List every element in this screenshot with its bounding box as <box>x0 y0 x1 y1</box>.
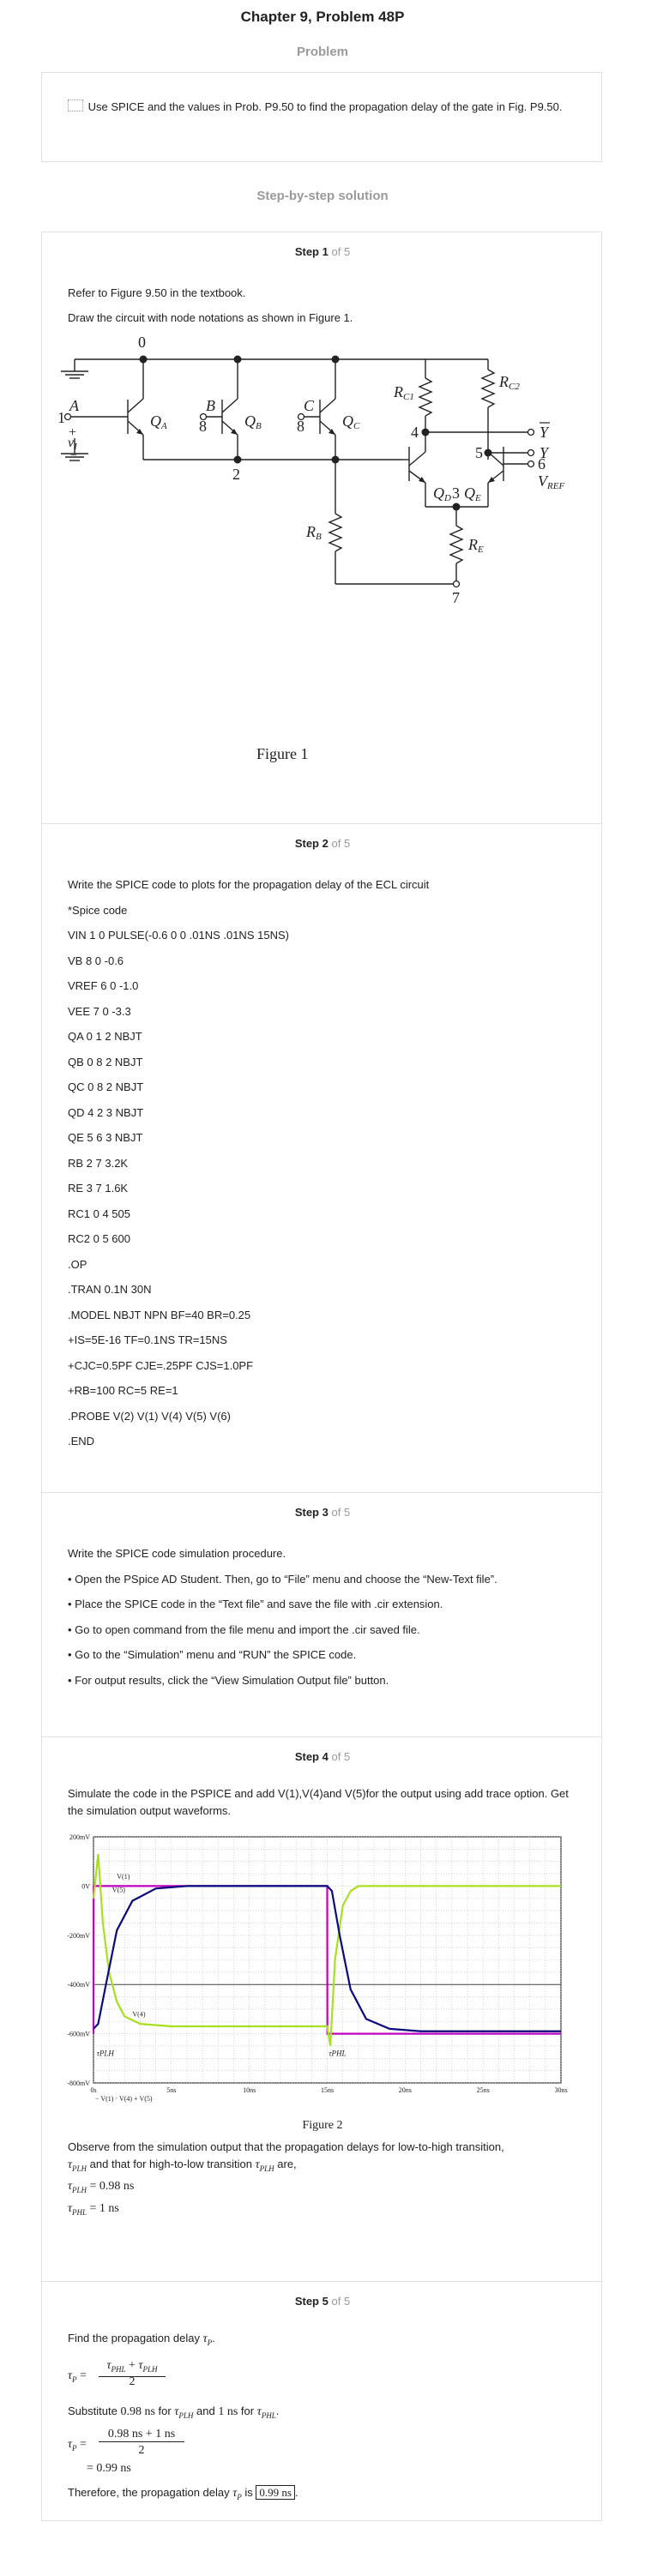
eq-tau-plh: $\tau_{PLH} = 0.98$ ns <box>68 2180 135 2194</box>
problem-statement: Use SPICE and the values in Prob. P9.50 to find the propagation delay of the gate in Fig. P9.50. <box>87 100 563 113</box>
step-4-intro: Simulate the code in the PSPICE and add V(1),V(4)and V(5)for the output using add trace option. Get the simulation output waveforms. <box>68 1787 569 1817</box>
step-1-card <box>41 232 602 823</box>
spice-code-line: QE 5 6 3 NBJT <box>68 1131 143 1144</box>
step-word: Step <box>294 837 319 850</box>
node-2-label: 2 <box>232 466 240 483</box>
tau-phl-annotation: τPHL <box>329 2049 347 2058</box>
spice-code-line: .MODEL NBJT NPN BF=40 BR=0.25 <box>68 1308 251 1321</box>
spice-code-line: QA 0 1 2 NBJT <box>68 1030 142 1043</box>
qd-label: QD <box>433 485 451 503</box>
step-of: of 5 <box>331 837 351 850</box>
step-word: Step <box>294 2295 319 2308</box>
rc2-label: RC2 <box>499 373 520 392</box>
spice-code-line: QB 0 8 2 NBJT <box>68 1055 143 1068</box>
node-4-label: 4 <box>411 424 419 441</box>
step-5-card: Step 5 of 5 Find the propagation delay $\tau_P$. $\tau_P$ = $\tau_{PHL} + \tau_{PLH}$ 2 Substitute 0.98 ns for $\tau_{PLH}$ and 1 ns for $\tau_{PHL}$. $\tau_P$ = 0.98 ns + 1 ns 2 = 0.99 ns Therefore, the propagation delay $\tau_P$ is 0.99 ns . <box>41 2281 602 2521</box>
page-title: Chapter 9, Problem 48P <box>240 9 405 25</box>
node-6-label: 6 <box>538 455 546 472</box>
y-tick-label: -400mV <box>67 1981 90 1989</box>
vref-label: VREF <box>538 472 565 491</box>
broken-image-icon <box>68 99 83 111</box>
x-tick-label: 20ns <box>398 2086 412 2094</box>
spice-code-line: VIN 1 0 PULSE(-0.6 0 0 .01NS .01NS 15NS) <box>68 929 289 942</box>
vi-plus: + <box>68 425 77 440</box>
y-tick-label: 200mV <box>69 1833 90 1841</box>
step-of: of 5 <box>331 2295 351 2308</box>
final-answer-box: 0.99 ns <box>256 2485 295 2500</box>
qa-label: QA <box>150 412 167 431</box>
figure-2-caption: Figure 2 <box>302 2119 343 2132</box>
qb-label: QB <box>244 412 262 431</box>
step-2-card <box>41 823 602 1492</box>
step-word: Step <box>294 1506 319 1519</box>
simulation-waveform-chart <box>55 1830 570 2104</box>
step-3-heading <box>42 1506 603 1519</box>
step-word: Step <box>294 1750 319 1763</box>
step-5-find: Find the propagation delay $\tau_P$. <box>68 2332 215 2347</box>
problem-text <box>68 98 582 116</box>
spice-code-line: Write the SPICE code to plots for the propagation delay of the ECL circuit <box>68 878 430 891</box>
step-1-line-2: Draw the circuit with node notations as shown in Figure 1. <box>68 311 353 324</box>
y-tick-label: 0V <box>81 1882 90 1891</box>
spice-code-line: +CJC=0.5PF CJE=.25PF CJS=1.0PF <box>68 1358 254 1372</box>
step-word: Step <box>294 245 319 258</box>
procedure-line: Write the SPICE code simulation procedure. <box>68 1547 286 1560</box>
input-b-label: B <box>206 397 215 414</box>
node-3-label: 3 <box>452 485 460 502</box>
node-5-label: 5 <box>475 444 483 461</box>
x-tick-label: 0s <box>90 2086 97 2094</box>
spice-code-line: +IS=5E-16 TF=0.1NS TR=15NS <box>68 1333 227 1346</box>
y-tick-label: -800mV <box>67 2079 90 2087</box>
spice-code-line: .TRAN 0.1N 30N <box>68 1283 152 1296</box>
step-of: of 5 <box>331 245 351 258</box>
problem-card <box>41 72 602 162</box>
step-2-heading <box>42 837 603 850</box>
rb-label: RB <box>306 523 322 542</box>
spice-code-line: .OP <box>68 1257 87 1271</box>
node-8b-label: 8 <box>297 418 304 435</box>
step-number: 3 <box>322 1506 329 1519</box>
step-number: 2 <box>322 837 329 850</box>
step-4-observe-2: $\tau_{PLH}$ and that for high-to-low transition $\tau_{PLH}$ are, <box>68 2158 297 2173</box>
problem-label: Problem <box>296 45 348 59</box>
spice-code-line: RC1 0 4 505 <box>68 1207 130 1220</box>
step-5-substitute: Substitute 0.98 ns for $\tau_{PLH}$ and 1 ns for $\tau_{PHL}$. <box>68 2404 280 2420</box>
spice-code-line: +RB=100 RC=5 RE=1 <box>68 1384 178 1397</box>
qe-label: QE <box>464 485 481 503</box>
x-tick-label: 10ns <box>243 2086 256 2094</box>
figure-1-caption: Figure 1 <box>256 745 309 762</box>
node-7-label: 7 <box>452 589 460 606</box>
step-5-therefore: Therefore, the propagation delay $\tau_P$ is 0.99 ns . <box>68 2486 298 2501</box>
re-label: RE <box>468 536 484 555</box>
tau-plh-symbol: $\tau_{PLH}$ <box>68 2158 87 2173</box>
node-8a-label: 8 <box>199 418 207 435</box>
x-tick-label: 5ns <box>166 2086 177 2094</box>
procedure-line: • Open the PSpice AD Student. Then, go to “File” menu and choose the “New-Text file”. <box>68 1572 497 1586</box>
procedure-line: • Place the SPICE code in the “Text file” and save the file with .cir extension. <box>68 1598 443 1610</box>
y-tick-label: -200mV <box>67 1931 90 1940</box>
procedure-line: • For output results, click the “View Simulation Output file” button. <box>68 1673 389 1687</box>
trace-annotation: V(4) <box>132 2010 146 2019</box>
x-tick-label: 30ns <box>554 2086 568 2094</box>
node-1-label: 1 <box>57 409 65 426</box>
trace-annotation: V(5) <box>112 1886 125 1894</box>
spice-code-line: VB 8 0 -0.6 <box>68 954 124 967</box>
spice-code-line: QC 0 8 2 NBJT <box>68 1080 144 1093</box>
y-tick-label: -600mV <box>67 2030 90 2038</box>
node-0-label: 0 <box>138 334 146 351</box>
step-of: of 5 <box>331 1506 351 1519</box>
step-of: of 5 <box>331 1750 351 1763</box>
input-a-label: A <box>69 397 79 414</box>
spice-code-line: RE 3 7 1.6K <box>68 1182 129 1195</box>
step-1-line-1: Refer to Figure 9.50 in the textbook. <box>68 286 246 299</box>
x-tick-label: 15ns <box>320 2086 335 2094</box>
procedure-line: • Go to open command from the file menu and import the .cir saved file. <box>68 1622 420 1636</box>
ybar-label: Y <box>540 424 549 441</box>
solution-label: Step-by-step solution <box>256 189 389 203</box>
spice-code-line: RC2 0 5 600 <box>68 1232 130 1245</box>
step-number: 1 <box>322 245 329 258</box>
step-4-observe: Observe from the simulation output that the propagation delays for low-to-high transition, <box>68 2140 504 2153</box>
circuit-diagram <box>42 327 603 807</box>
spice-code-line: *Spice code <box>68 903 128 917</box>
y-label: Y <box>540 444 549 461</box>
spice-code-line: RB 2 7 3.2K <box>68 1156 129 1170</box>
vi-label: vI <box>68 436 77 452</box>
x-tick-label: 25ns <box>476 2086 490 2094</box>
spice-code-line: QD 4 2 3 NBJT <box>68 1105 144 1119</box>
step-4-card <box>41 1736 602 2281</box>
tau-plh-annotation: τPLH <box>96 2049 114 2058</box>
rc1-label: RC1 <box>394 383 414 402</box>
step-4-heading <box>42 1750 603 1763</box>
step-number: 5 <box>322 2295 329 2308</box>
chart-legend: − V(1) · V(4) + V(5) <box>95 2095 153 2103</box>
spice-code-line: VEE 7 0 -3.3 <box>68 1004 131 1018</box>
spice-code-line: .END <box>68 1435 95 1447</box>
step-3-card <box>41 1492 602 1736</box>
qc-label: QC <box>342 412 360 431</box>
step-5-heading <box>42 2295 603 2308</box>
tau-phl-symbol: $\tau_{PLH}$ <box>255 2158 274 2173</box>
step-1-heading <box>42 245 603 258</box>
eq-tau-phl: $\tau_{PHL} = 1$ ns <box>68 2202 119 2217</box>
vi-minus: − <box>69 449 78 462</box>
spice-code-line: VREF 6 0 -1.0 <box>68 979 139 992</box>
step-number: 4 <box>322 1750 329 1763</box>
spice-code-line: .PROBE V(2) V(1) V(4) V(5) V(6) <box>68 1409 231 1423</box>
input-c-label: C <box>304 397 315 414</box>
trace-annotation: V(1) <box>117 1872 130 1881</box>
procedure-line: • Go to the “Simulation” menu and “RUN” the SPICE code. <box>68 1648 357 1661</box>
